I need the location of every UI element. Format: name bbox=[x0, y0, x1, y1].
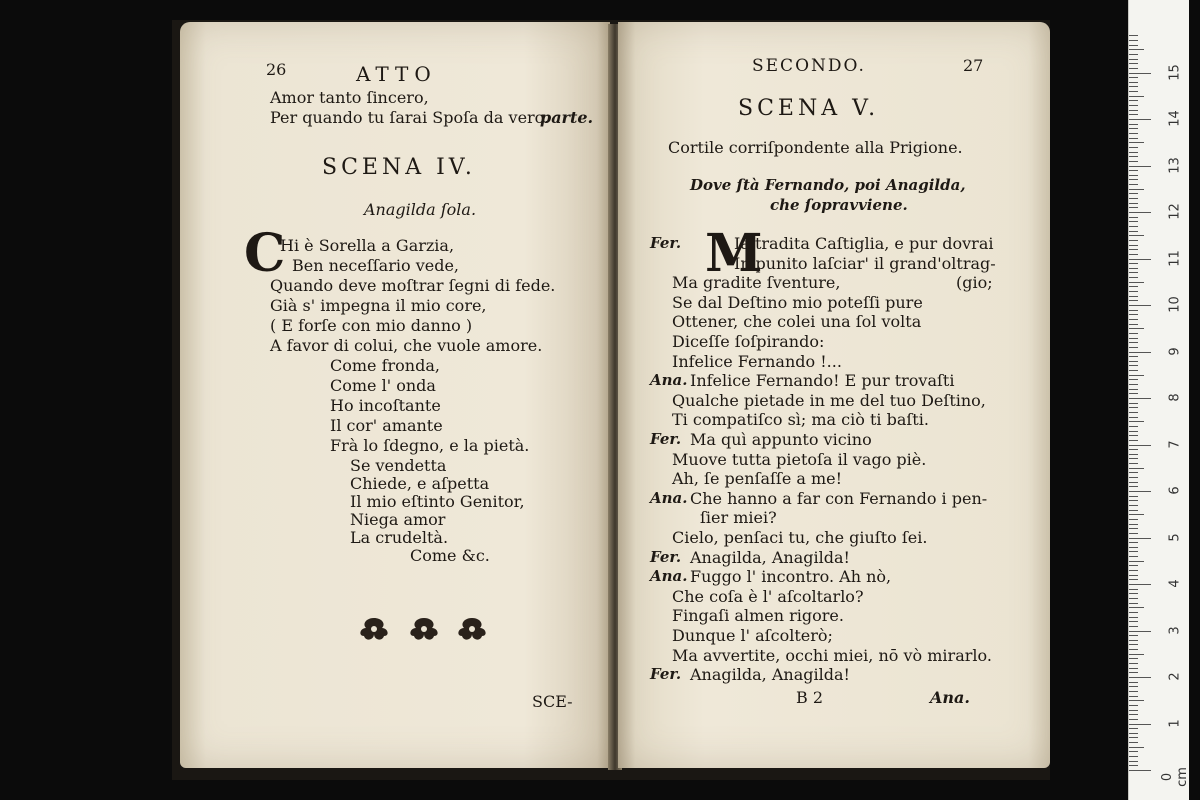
ruler-tick bbox=[1129, 756, 1138, 757]
verse-line: Chiede, e aſpetta bbox=[350, 474, 490, 493]
ruler-tick bbox=[1129, 263, 1138, 264]
verse-line: ( E forſe con mio danno ) bbox=[270, 316, 473, 335]
ruler-tick bbox=[1129, 184, 1138, 185]
ruler-tick bbox=[1129, 221, 1138, 222]
right-catchword: Ana. bbox=[930, 688, 970, 707]
dialogue-line: Infelice Fernando! E pur trovaſti bbox=[690, 371, 955, 391]
ruler-tick bbox=[1129, 310, 1138, 311]
ruler-tick bbox=[1129, 468, 1144, 469]
fleuron-ornament-icon bbox=[356, 614, 392, 646]
ruler-tick bbox=[1129, 472, 1138, 473]
ruler-tick bbox=[1129, 59, 1138, 60]
speaker-label: Ana. bbox=[650, 488, 688, 507]
ruler-label: 13 bbox=[1167, 156, 1183, 174]
ruler-tick bbox=[1129, 333, 1138, 334]
ruler-tick bbox=[1129, 254, 1138, 255]
ruler-label: 15 bbox=[1167, 63, 1183, 81]
ruler-tick bbox=[1129, 589, 1138, 590]
ruler-tick bbox=[1129, 458, 1138, 459]
ruler-tick bbox=[1129, 347, 1138, 348]
ruler-tick bbox=[1129, 96, 1144, 97]
ruler-tick bbox=[1129, 617, 1138, 618]
ruler-tick bbox=[1129, 361, 1138, 362]
ruler-tick bbox=[1129, 631, 1151, 632]
dialogue-line: Anagilda, Anagilda! bbox=[690, 547, 850, 567]
ruler-tick bbox=[1129, 138, 1138, 139]
verse-line: A favor di colui, che vuole amore. bbox=[270, 336, 543, 355]
ruler-tick bbox=[1129, 235, 1144, 236]
ruler-tick bbox=[1129, 561, 1144, 562]
ruler-label: 1 bbox=[1167, 718, 1183, 728]
ruler-tick bbox=[1129, 696, 1138, 697]
speaker-label: Fer. bbox=[650, 234, 682, 252]
right-drop-cap: M bbox=[705, 223, 763, 284]
ruler-tick bbox=[1129, 193, 1138, 194]
ruler-tick bbox=[1129, 114, 1138, 115]
ruler-tick bbox=[1129, 621, 1138, 622]
ruler-tick bbox=[1129, 240, 1138, 241]
ruler-tick bbox=[1129, 714, 1138, 715]
ruler-tick bbox=[1129, 677, 1151, 678]
verse-line: Come l' onda bbox=[330, 376, 436, 395]
ruler-tick bbox=[1129, 277, 1138, 278]
ruler-tick bbox=[1129, 658, 1138, 659]
ruler-tick bbox=[1129, 314, 1138, 315]
ruler-tick bbox=[1129, 593, 1138, 594]
ruler-tick bbox=[1129, 77, 1138, 78]
ruler-tick bbox=[1129, 514, 1144, 515]
ruler-tick bbox=[1129, 668, 1138, 669]
ruler-tick bbox=[1129, 212, 1151, 213]
ruler-tick bbox=[1129, 584, 1151, 585]
ruler-tick bbox=[1129, 49, 1144, 50]
ruler-tick bbox=[1129, 528, 1138, 529]
left-page bbox=[180, 22, 610, 768]
left-closing: Come &c. bbox=[410, 546, 490, 565]
ruler-tick bbox=[1129, 598, 1138, 599]
ruler-tick bbox=[1129, 575, 1138, 576]
speaker-label: Ana. bbox=[650, 567, 688, 586]
ruler-tick bbox=[1129, 259, 1151, 260]
right-scene-title: SCENA V. bbox=[738, 96, 880, 121]
left-exit-word: parte. bbox=[540, 108, 594, 127]
ruler-tick bbox=[1129, 524, 1138, 525]
dialogue-line: Fuggo l' incontro. Ah nò, bbox=[690, 567, 892, 587]
ruler-tick bbox=[1129, 547, 1138, 548]
ruler-tick bbox=[1129, 505, 1138, 506]
ruler-tick bbox=[1129, 207, 1138, 208]
ruler-tick bbox=[1129, 761, 1138, 762]
right-stage-direction-2: che ſopravviene. bbox=[770, 196, 908, 214]
verse-line: Niega amor bbox=[350, 510, 446, 529]
ruler-tick bbox=[1129, 728, 1138, 729]
dialogue-line: ſier miei? bbox=[700, 508, 777, 528]
ruler-tick bbox=[1129, 542, 1138, 543]
left-scene-title: SCENA IV. bbox=[322, 155, 476, 180]
left-page-number: 26 bbox=[266, 60, 287, 79]
ruler-tick bbox=[1129, 305, 1151, 306]
ruler-tick bbox=[1129, 519, 1138, 520]
ruler-label: 6 bbox=[1167, 486, 1183, 495]
ruler-tick bbox=[1129, 603, 1138, 604]
ruler-tick bbox=[1129, 128, 1138, 129]
ruler-tick bbox=[1129, 282, 1144, 283]
ruler-tick bbox=[1129, 635, 1138, 636]
ruler-tick bbox=[1129, 407, 1138, 408]
ruler-tick bbox=[1129, 533, 1138, 534]
ruler-tick bbox=[1129, 249, 1138, 250]
dialogue-line: Ia tradita Caſtiglia, e pur dovrai bbox=[734, 234, 994, 253]
ruler-tick bbox=[1129, 86, 1138, 87]
fleuron-ornament-icon bbox=[406, 614, 442, 646]
ruler-tick bbox=[1129, 510, 1138, 511]
ruler-label: 8 bbox=[1167, 393, 1183, 402]
ruler-label: 2 bbox=[1167, 672, 1183, 681]
ruler-tick bbox=[1129, 649, 1138, 650]
ruler-tick bbox=[1129, 68, 1138, 69]
ruler-tick bbox=[1129, 435, 1138, 436]
ruler-tick bbox=[1129, 556, 1138, 557]
ruler-tick bbox=[1129, 198, 1138, 199]
left-drop-cap: C bbox=[244, 223, 286, 284]
ruler-tick bbox=[1129, 626, 1138, 627]
ruler-tick bbox=[1129, 398, 1151, 399]
ruler-tick bbox=[1129, 440, 1138, 441]
speaker-label: Fer. bbox=[650, 547, 682, 566]
ruler-tick bbox=[1129, 375, 1144, 376]
ruler-tick bbox=[1129, 538, 1151, 539]
ruler-tick bbox=[1129, 147, 1138, 148]
ruler-tick bbox=[1129, 156, 1138, 157]
ruler-tick bbox=[1129, 217, 1138, 218]
ruler-label: 4 bbox=[1167, 579, 1183, 588]
dialogue-line: Cielo, penſaci tu, che giuſto ſei. bbox=[672, 528, 928, 547]
ruler-tick bbox=[1129, 342, 1138, 343]
ruler-tick bbox=[1129, 73, 1151, 74]
verse-line: Già s' impegna il mio core, bbox=[270, 296, 487, 315]
verse-line: Il cor' amante bbox=[330, 416, 443, 435]
verse-line: Quando deve moſtrar ſegni di fede. bbox=[270, 276, 556, 295]
ruler-label: 3 bbox=[1167, 625, 1183, 635]
dialogue-line: Che coſa è l' aſcoltarlo? bbox=[672, 586, 864, 606]
ruler-tick bbox=[1129, 496, 1138, 497]
dialogue-line: Ti compatiſco sì; ma ciò ti baſti. bbox=[672, 410, 929, 430]
ruler-tick bbox=[1129, 765, 1138, 766]
ruler-tick bbox=[1129, 737, 1138, 738]
dialogue-line: Che hanno a far con Fernando i pen- bbox=[690, 488, 988, 508]
ruler-tick bbox=[1129, 142, 1144, 143]
ruler-tick bbox=[1129, 421, 1144, 422]
ruler-tick bbox=[1129, 654, 1144, 655]
ruler-tick bbox=[1129, 700, 1144, 701]
ruler-tick bbox=[1129, 691, 1138, 692]
ruler-tick bbox=[1129, 612, 1138, 613]
ruler-tick bbox=[1129, 663, 1138, 664]
ruler-tick bbox=[1129, 644, 1138, 645]
verse-line: Se vendetta bbox=[350, 456, 447, 475]
ruler-tick bbox=[1129, 445, 1151, 446]
ruler-tick bbox=[1129, 40, 1138, 41]
ruler-tick bbox=[1129, 352, 1151, 353]
ruler-tick bbox=[1129, 682, 1138, 683]
ruler-tick bbox=[1129, 607, 1144, 608]
dialogue-line: Ma quì appunto vicino bbox=[690, 430, 872, 449]
dialogue-line: Anagilda, Anagilda! bbox=[690, 665, 850, 685]
right-page-number: 27 bbox=[963, 56, 984, 75]
right-stage-direction-1: Dove ſtà Fernando, poi Anagilda, bbox=[690, 176, 966, 194]
ruler-tick bbox=[1129, 170, 1138, 171]
ruler-tick bbox=[1129, 124, 1138, 125]
ruler-tick bbox=[1129, 296, 1138, 297]
ruler-tick bbox=[1129, 640, 1138, 641]
ruler-tick bbox=[1129, 579, 1138, 580]
right-signature: B 2 bbox=[796, 688, 824, 707]
ruler-tick bbox=[1129, 272, 1138, 273]
ruler-label: 5 bbox=[1167, 532, 1183, 542]
ruler-tick bbox=[1129, 175, 1138, 176]
ruler-tick bbox=[1129, 770, 1151, 771]
ruler-tick bbox=[1129, 570, 1138, 571]
ruler-tick bbox=[1129, 54, 1138, 55]
dialogue-line-tail: (gio; bbox=[956, 273, 993, 293]
dialogue-line: Muove tutta pietoſa il vago piè. bbox=[672, 449, 927, 469]
ruler-label: 10 bbox=[1167, 296, 1183, 313]
ruler-tick bbox=[1129, 226, 1138, 227]
ruler-tick bbox=[1129, 747, 1144, 748]
verse-line: Frà lo ſdegno, e la pietà. bbox=[330, 436, 530, 455]
ruler-tick bbox=[1129, 482, 1138, 483]
verse-line: La crudeltà. bbox=[350, 528, 449, 547]
ruler-tick bbox=[1129, 379, 1138, 380]
ruler-tick bbox=[1129, 393, 1138, 394]
left-top-line-1: Amor tanto ſincero, bbox=[270, 88, 429, 107]
ruler-tick bbox=[1129, 324, 1138, 325]
ruler-tick bbox=[1129, 403, 1138, 404]
ruler-tick bbox=[1129, 454, 1138, 455]
ruler-tick bbox=[1129, 370, 1138, 371]
dialogue-line: Qualche pietade in me del tuo Deſtino, bbox=[672, 390, 986, 410]
ruler-tick bbox=[1129, 719, 1138, 720]
dialogue-line: Impunito laſciar' il grand'oltrag- bbox=[734, 253, 996, 273]
ruler-tick bbox=[1129, 319, 1138, 320]
ruler-tick bbox=[1129, 724, 1151, 725]
ruler-tick bbox=[1129, 203, 1138, 204]
ruler-tick bbox=[1129, 245, 1138, 246]
ruler-tick bbox=[1129, 431, 1138, 432]
ruler-tick bbox=[1129, 231, 1138, 232]
right-running-title: SECONDO. bbox=[752, 56, 866, 76]
ruler-tick bbox=[1129, 166, 1151, 167]
scale-ruler bbox=[1128, 0, 1189, 800]
ruler-tick bbox=[1129, 105, 1138, 106]
ruler-tick bbox=[1129, 710, 1138, 711]
ruler-tick bbox=[1129, 389, 1138, 390]
ruler-tick bbox=[1129, 491, 1151, 492]
ruler-tick bbox=[1129, 291, 1138, 292]
fleuron-ornament-icon bbox=[454, 614, 490, 646]
ruler-tick bbox=[1129, 119, 1151, 120]
ruler-tick bbox=[1129, 426, 1138, 427]
ruler-tick bbox=[1129, 412, 1138, 413]
ruler-tick bbox=[1129, 365, 1138, 366]
verse-line: Hi è Sorella a Garzia, bbox=[280, 236, 455, 255]
dialogue-line: Ma avvertite, occhi miei, nō vò mirarlo. bbox=[672, 645, 992, 665]
ruler-label: 11 bbox=[1167, 249, 1183, 267]
ruler-tick bbox=[1129, 35, 1138, 36]
dialogue-line: Ottener, che colei una ſol volta bbox=[672, 312, 922, 332]
ruler-tick bbox=[1129, 417, 1138, 418]
dialogue-line: Dunque l' aſcolterò; bbox=[672, 626, 833, 645]
left-scene-subtitle: Anagilda ſola. bbox=[364, 200, 477, 219]
ruler-tick bbox=[1129, 449, 1138, 450]
ruler-tick bbox=[1129, 551, 1138, 552]
ruler-tick bbox=[1129, 161, 1138, 162]
dialogue-line: Fingaſi almen rigore. bbox=[672, 606, 844, 626]
ruler-tick bbox=[1129, 179, 1138, 180]
ruler-tick bbox=[1129, 686, 1138, 687]
ruler-tick bbox=[1129, 189, 1144, 190]
ruler-tick bbox=[1129, 356, 1138, 357]
ruler-tick bbox=[1129, 672, 1138, 673]
ruler-tick bbox=[1129, 500, 1138, 501]
ruler-tick bbox=[1129, 45, 1138, 46]
dialogue-line: Diceſſe ſoſpirando: bbox=[672, 332, 825, 351]
ruler-tick bbox=[1129, 63, 1138, 64]
ruler-tick bbox=[1129, 486, 1138, 487]
left-catchword: SCE- bbox=[532, 692, 573, 711]
ruler-tick bbox=[1129, 268, 1138, 269]
dialogue-line: Se dal Deſtino mio poteſſi pure bbox=[672, 292, 923, 312]
ruler-tick bbox=[1129, 384, 1138, 385]
ruler-tick bbox=[1129, 338, 1138, 339]
verse-line: Ho incoſtante bbox=[330, 396, 441, 415]
ruler-tick bbox=[1129, 300, 1138, 301]
ruler-tick bbox=[1129, 286, 1138, 287]
ruler-tick bbox=[1129, 82, 1138, 83]
verse-line: Il mio eſtinto Genitor, bbox=[350, 492, 525, 511]
speaker-label: Fer. bbox=[650, 665, 682, 684]
ruler-label: 0 cm bbox=[1160, 767, 1190, 787]
verse-line: Come fronda, bbox=[330, 356, 440, 375]
ruler-tick bbox=[1129, 100, 1138, 101]
ruler-tick bbox=[1129, 110, 1138, 111]
ruler-tick bbox=[1129, 565, 1138, 566]
ruler-label: 7 bbox=[1167, 439, 1183, 449]
ruler-tick bbox=[1129, 705, 1138, 706]
speaker-label: Ana. bbox=[650, 371, 688, 390]
speaker-label: Fer. bbox=[650, 430, 682, 448]
ruler-tick bbox=[1129, 733, 1138, 734]
ruler-label: 12 bbox=[1167, 203, 1183, 220]
left-top-line-2: Per quando tu ſarai Spoſa da vero. bbox=[270, 108, 550, 127]
ruler-tick bbox=[1129, 742, 1138, 743]
dialogue-line: Ma gradite ſventure, bbox=[672, 273, 841, 293]
ruler-label: 9 bbox=[1167, 346, 1183, 356]
ruler-tick bbox=[1129, 152, 1138, 153]
dialogue-line: Infelice Fernando !... bbox=[672, 351, 842, 371]
right-setting: Cortile corriſpondente alla Prigione. bbox=[668, 138, 963, 157]
dialogue-line: Ah, ſe penſaſſe a me! bbox=[672, 469, 843, 489]
ruler-tick bbox=[1129, 328, 1144, 329]
ruler-tick bbox=[1129, 463, 1138, 464]
ruler-tick bbox=[1129, 751, 1138, 752]
ruler-tick bbox=[1129, 133, 1138, 134]
ruler-label: 14 bbox=[1167, 110, 1183, 127]
ruler-tick bbox=[1129, 91, 1138, 92]
left-running-title: ATTO bbox=[356, 62, 437, 86]
verse-line: Ben neceſſario vede, bbox=[292, 256, 459, 275]
ruler-tick bbox=[1129, 477, 1138, 478]
